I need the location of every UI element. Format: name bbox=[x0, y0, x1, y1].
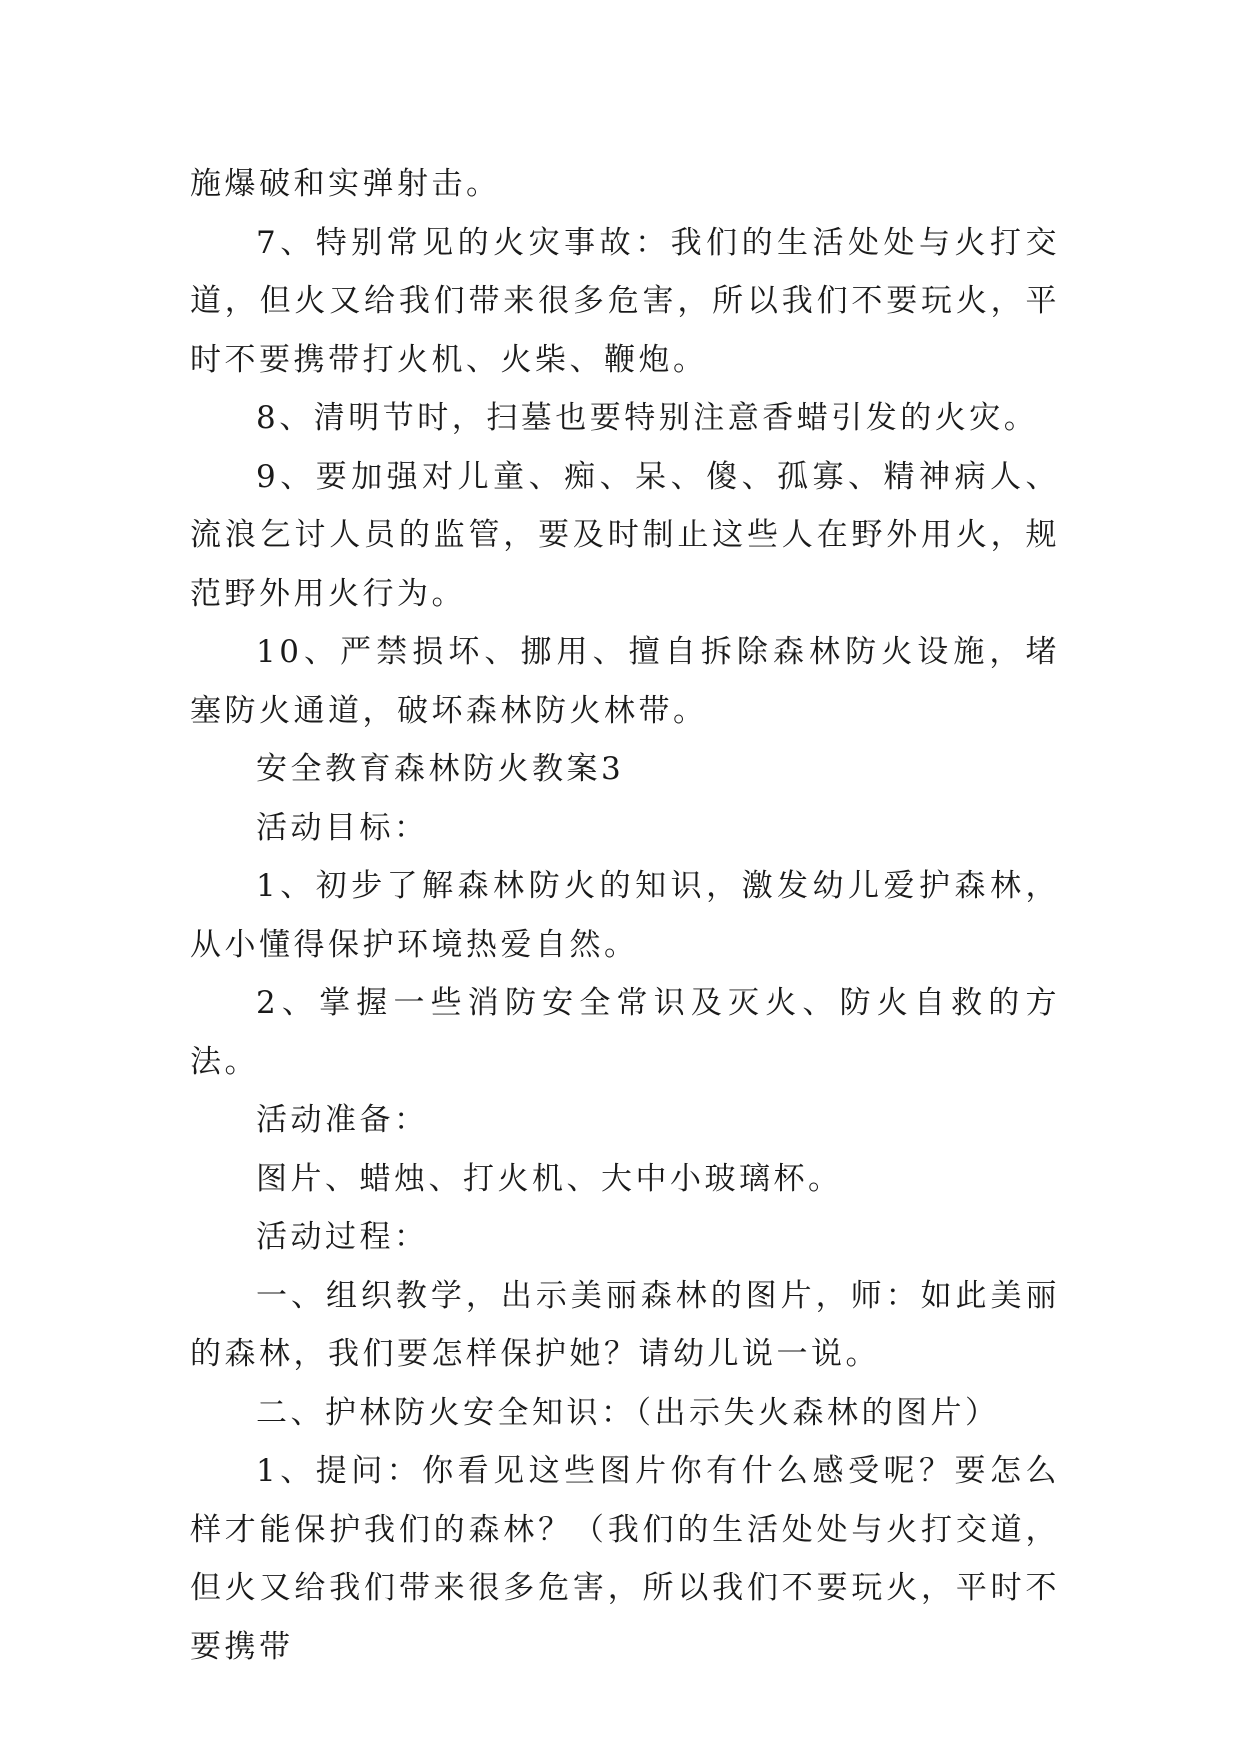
paragraph: 施爆破和实弹射击。 bbox=[190, 166, 501, 202]
paragraph: 一、组织教学，出示美丽森林的图片，师：如此美丽的森林，我们要怎样保护她？请幼儿说一说。 bbox=[190, 1277, 1060, 1372]
subheading: 活动准备： bbox=[256, 1102, 429, 1138]
paragraph: 7、特别常见的火灾事故：我们的生活处处与火打交道，但火又给我们带来很多危害，所以我们不要玩火，平时不要携带打火机、火柴、鞭炮。 bbox=[190, 224, 1060, 378]
paragraph: 1、提问：你看见这些图片你有什么感受呢？要怎么样才能保护我们的森林？（我们的生活处处与火打交道，但火又给我们带来很多危害，所以我们不要玩火，平时不要携带 bbox=[190, 1453, 1060, 1665]
paragraph: 10、严禁损坏、挪用、擅自拆除森林防火设施，堵塞防火通道，破坏森林防火林带。 bbox=[190, 634, 1060, 729]
subheading: 活动过程： bbox=[256, 1219, 429, 1255]
section-title: 安全教育森林防火教案3 bbox=[256, 751, 625, 787]
paragraph: 图片、蜡烛、打火机、大中小玻璃杯。 bbox=[256, 1160, 843, 1197]
document-body bbox=[190, 155, 1060, 1676]
paragraph: 8、清明节时，扫墓也要特别注意香蜡引发的火灾。 bbox=[256, 400, 1039, 436]
subheading: 活动目标： bbox=[256, 809, 429, 846]
paragraph: 9、要加强对儿童、痴、呆、傻、孤寡、精神病人、流浪乞讨人员的监管，要及时制止这些人在野外用火，规范野外用火行为。 bbox=[190, 458, 1060, 612]
paragraph: 1、初步了解森林防火的知识，激发幼儿爱护森林，从小懂得保护环境热爱自然。 bbox=[190, 868, 1060, 963]
paragraph: 2、掌握一些消防安全常识及灭火、防火自救的方法。 bbox=[190, 985, 1060, 1080]
paragraph: 二、护林防火安全知识：（出示失火森林的图片） bbox=[256, 1394, 1000, 1431]
